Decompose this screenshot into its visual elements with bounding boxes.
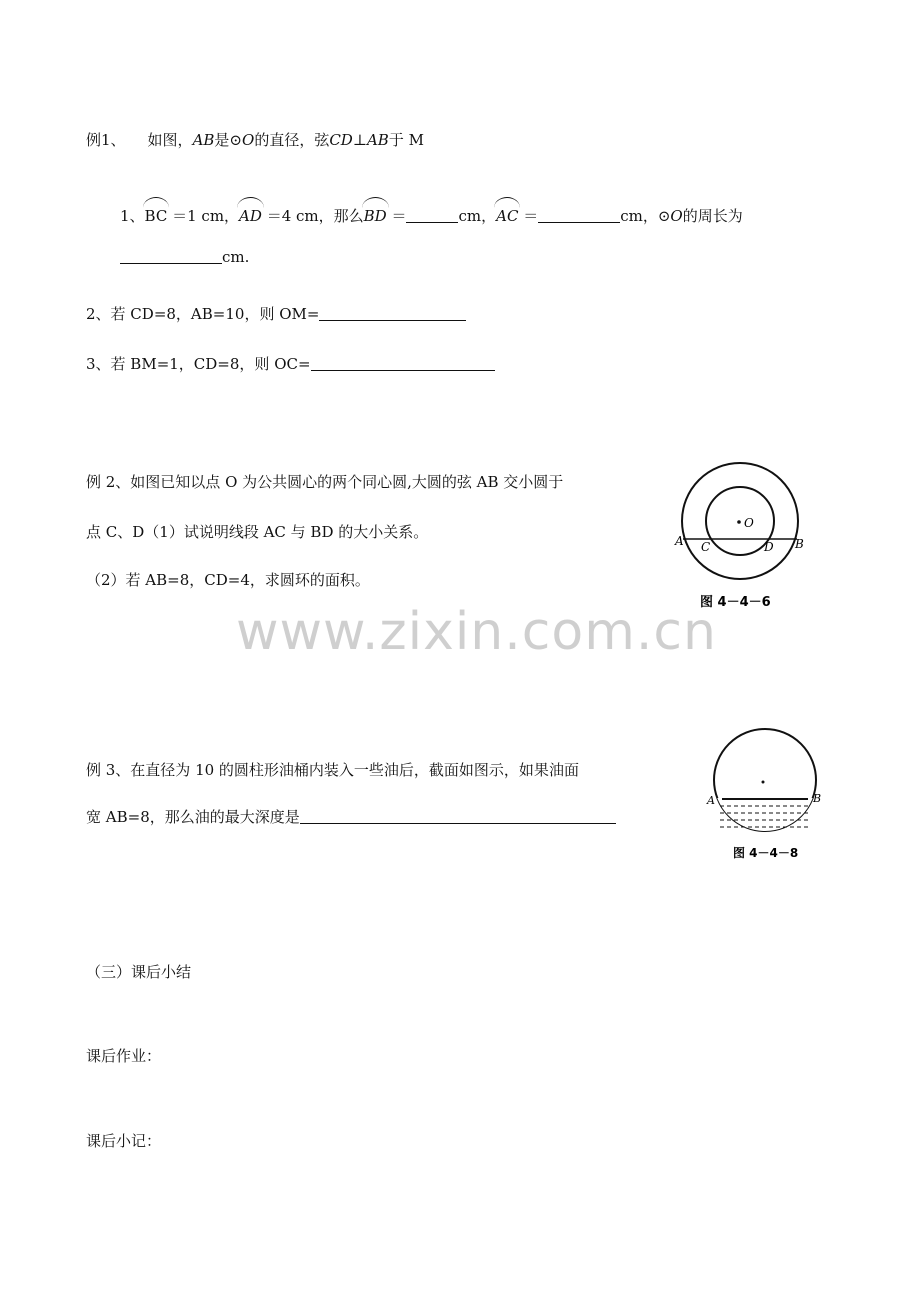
var-o: O — [242, 131, 255, 149]
example-3-line-2 — [86, 807, 616, 827]
answer-blank[interactable] — [120, 248, 222, 264]
question-1-cont — [120, 247, 249, 267]
question-text: 宽 AB=8，那么油的最大深度是 — [86, 808, 300, 826]
arc-ad: AD — [239, 207, 262, 225]
text-segment: 是⊙ — [214, 131, 242, 149]
arc-ac: AC — [496, 207, 519, 225]
var-cd: CD — [329, 131, 353, 149]
watermark: www.zixin.com.cn — [236, 602, 717, 662]
example-1-label: 例1、 — [86, 131, 126, 149]
example-3-line-1: 例 3、在直径为 10 的圆柱形油桶内装入一些油后，截面如图示，如果油面 — [86, 761, 579, 779]
example-2-line-3: （2）若 AB=8，CD=4，求圆环的面积。 — [86, 571, 370, 589]
question-3 — [86, 354, 495, 374]
label-a: A — [675, 534, 684, 548]
text-segment: ＝1 cm， — [172, 207, 240, 225]
var-ab: AB — [366, 131, 389, 149]
text-segment: 的周长为 — [682, 207, 743, 225]
answer-blank[interactable] — [311, 355, 495, 371]
label-d: D — [764, 540, 774, 554]
text-segment: cm. — [222, 248, 250, 266]
question-number: 1、 — [120, 207, 145, 225]
text-segment: cm，⊙ — [620, 207, 671, 225]
text-segment: ＝ — [523, 207, 539, 225]
answer-blank[interactable] — [538, 207, 620, 223]
label-a: A — [707, 794, 715, 807]
example-2-line-2: 点 C、D（1）试说明线段 AC 与 BD 的大小关系。 — [86, 523, 429, 541]
figure-caption: 图 4－4－6 — [700, 595, 771, 610]
text-segment: 于 M — [388, 131, 424, 149]
concentric-circles-figure — [664, 460, 824, 620]
question-2 — [86, 304, 466, 324]
label-c: C — [701, 540, 711, 554]
center-point — [762, 781, 765, 784]
question-text: 2、若 CD=8，AB=10，则 OM= — [86, 305, 320, 323]
section-homework: 课后作业： — [86, 1047, 162, 1065]
text-segment: 的直径，弦 — [254, 131, 330, 149]
section-notes: 课后小记： — [86, 1132, 162, 1150]
arc-bc: BC — [144, 207, 168, 225]
arc-bd: BD — [363, 207, 387, 225]
answer-blank[interactable] — [300, 808, 616, 824]
figure-caption: 图 4－4－8 — [733, 846, 799, 860]
label-b: B — [813, 792, 822, 805]
example-1-statement — [86, 130, 424, 150]
question-1 — [120, 206, 743, 226]
example-2-line-1: 例 2、如图已知以点 O 为公共圆心的两个同心圆,大圆的弦 AB 交小圆于 — [86, 473, 564, 491]
question-text: 3、若 BM=1，CD=8，则 OC= — [86, 355, 311, 373]
var-o: O — [670, 207, 683, 225]
label-o: O — [744, 516, 754, 530]
answer-blank[interactable] — [319, 305, 466, 321]
perp-symbol: ⊥ — [352, 131, 367, 149]
text-segment: cm， — [458, 207, 497, 225]
text-segment: ＝4 cm，那么 — [266, 207, 364, 225]
label-b: B — [795, 537, 804, 551]
section-summary: （三）课后小结 — [86, 963, 192, 981]
text-segment: 如图， — [147, 131, 193, 149]
var-ab: AB — [192, 131, 215, 149]
center-point — [737, 520, 741, 524]
answer-blank[interactable] — [406, 207, 458, 223]
text-segment: ＝ — [391, 207, 407, 225]
oil-barrel-figure — [700, 720, 840, 870]
